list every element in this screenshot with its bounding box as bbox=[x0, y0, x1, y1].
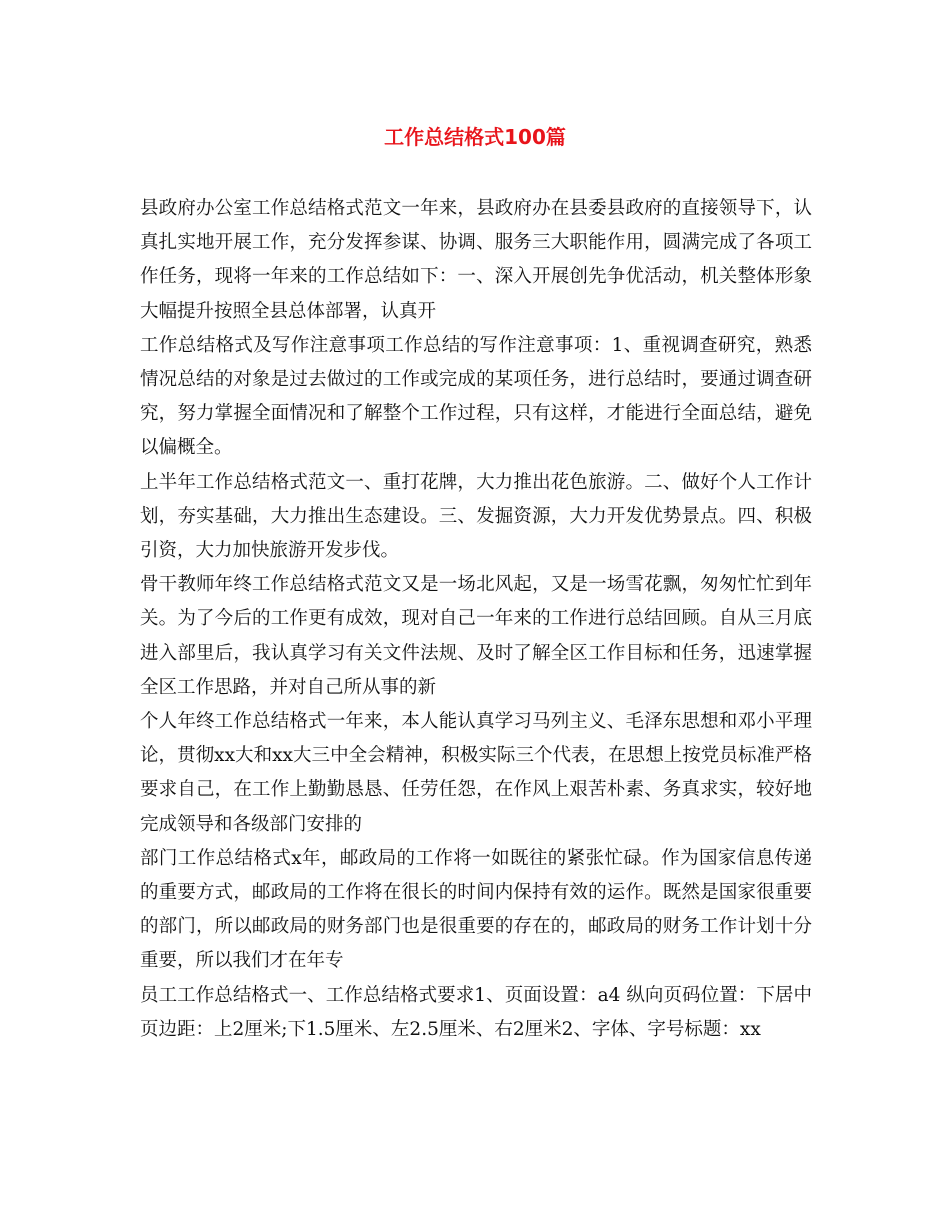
paragraph-3: 上半年工作总结格式范文一、重打花牌，大力推出花色旅游。二、做好个人工作计划，夯实基础，大力推出生态建设。三、发掘资源，大力开发优势景点。四、积极引资，大力加快旅游开发步伐。 bbox=[140, 471, 812, 562]
document-body bbox=[140, 192, 812, 1047]
paragraph-6: 部门工作总结格式x年，邮政局的工作将一如既往的紧张忙碌。作为国家信息传递的重要方式，邮政局的工作将在很长的时间内保持有效的运作。既然是国家很重要的部门，所以邮政局的财务部门也是很重要的存在的，邮政局的财务工作计划十分重要，所以我们才在年专 bbox=[140, 847, 812, 972]
paragraph-5: 个人年终工作总结格式一年来，本人能认真学习马列主义、毛泽东思想和邓小平理论，贯彻xx大和xx大三中全会精神，积极实际三个代表，在思想上按党员标准严格要求自己，在工作上勤勤恳恳、任劳任怨，在作风上艰苦朴素、务真求实，较好地完成领导和各级部门安排的 bbox=[140, 711, 812, 835]
paragraph-1: 县政府办公室工作总结格式范文一年来，县政府办在县委县政府的直接领导下，认真扎实地开展工作，充分发挥参谋、协调、服务三大职能作用，圆满完成了各项工作任务，现将一年来的工作总结如下：一、深入开展创先争优活动，机关整体形象大幅提升按照全县总体部署，认真开 bbox=[140, 198, 812, 322]
paragraph-4: 骨干教师年终工作总结格式范文又是一场北风起，又是一场雪花飘，匆匆忙忙到年关。为了今后的工作更有成效，现对自己一年来的工作进行总结回顾。自从三月底进入部里后，我认真学习有关文件法规、及时了解全区工作目标和任务，迅速掌握全区工作思路，并对自己所从事的新 bbox=[140, 574, 812, 698]
paragraph-7: 员工工作总结格式一、工作总结格式要求1、页面设置：a4 纵向页码位置：下居中页边距：上2厘米;下1.5厘米、左2.5厘米、右2厘米2、字体、字号标题：xx bbox=[140, 984, 812, 1040]
paragraph-2: 工作总结格式及写作注意事项工作总结的写作注意事项：1、重视调查研究，熟悉情况总结的对象是过去做过的工作或完成的某项任务，进行总结时，要通过调查研究，努力掌握全面情况和了解整个工作过程，只有这样，才能进行全面总结，避免以偏概全。 bbox=[140, 334, 812, 459]
document-title: 工作总结格式100篇 bbox=[384, 125, 566, 149]
